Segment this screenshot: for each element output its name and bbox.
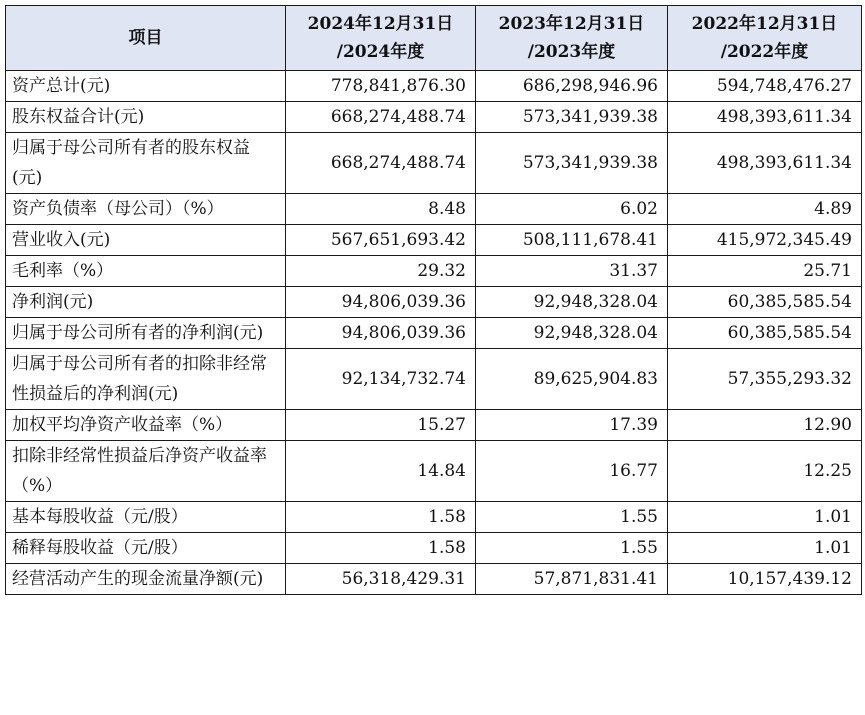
row-value: 415,972,345.49 (668, 225, 862, 256)
row-value: 686,298,946.96 (476, 71, 668, 102)
row-value: 594,748,476.27 (668, 71, 862, 102)
header-period: /2022年度 (720, 42, 809, 62)
table-row (6, 133, 862, 194)
header-year-2024 (286, 6, 476, 71)
row-value: 57,355,293.32 (668, 349, 862, 410)
row-value: 92,948,328.04 (476, 287, 668, 318)
row-value: 668,274,488.74 (286, 102, 476, 133)
table-row (6, 194, 862, 225)
row-label: 股东权益合计(元) (6, 102, 286, 133)
table-row (6, 441, 862, 502)
row-label: 基本每股收益（元/股） (6, 502, 286, 533)
table-row (6, 502, 862, 533)
row-label: 净利润(元) (6, 287, 286, 318)
table-row (6, 533, 862, 564)
row-label: 经营活动产生的现金流量净额(元) (6, 564, 286, 595)
table-row (6, 349, 862, 410)
row-value: 57,871,831.41 (476, 564, 668, 595)
row-value: 16.77 (476, 441, 668, 502)
row-value: 15.27 (286, 410, 476, 441)
row-value: 12.25 (668, 441, 862, 502)
row-label: 稀释每股收益（元/股） (6, 533, 286, 564)
row-value: 92,134,732.74 (286, 349, 476, 410)
row-label: 扣除非经常性损益后净资产收益率（%） (6, 441, 286, 502)
row-label: 营业收入(元) (6, 225, 286, 256)
row-value: 89,625,904.83 (476, 349, 668, 410)
table-header (6, 6, 862, 71)
table-row (6, 410, 862, 441)
row-value: 60,385,585.54 (668, 318, 862, 349)
row-label: 毛利率（%） (6, 256, 286, 287)
table-row (6, 256, 862, 287)
row-value: 94,806,039.36 (286, 318, 476, 349)
row-value: 1.01 (668, 502, 862, 533)
table-row (6, 287, 862, 318)
table-row (6, 71, 862, 102)
row-value: 498,393,611.34 (668, 133, 862, 194)
row-value: 1.55 (476, 502, 668, 533)
table-row (6, 102, 862, 133)
table-row (6, 564, 862, 595)
row-value: 1.01 (668, 533, 862, 564)
table-row (6, 225, 862, 256)
header-year-2022 (668, 6, 862, 71)
row-value: 4.89 (668, 194, 862, 225)
row-value: 1.58 (286, 533, 476, 564)
row-label: 加权平均净资产收益率（%） (6, 410, 286, 441)
row-label: 资产负债率（母公司）（%） (6, 194, 286, 225)
row-value: 498,393,611.34 (668, 102, 862, 133)
row-value: 668,274,488.74 (286, 133, 476, 194)
header-date: 2023年12月31日 (498, 14, 645, 34)
header-year-2023 (476, 6, 668, 71)
header-item: 项目 (6, 6, 286, 71)
financial-summary-table (5, 5, 862, 595)
table-row (6, 318, 862, 349)
row-value: 92,948,328.04 (476, 318, 668, 349)
row-value: 6.02 (476, 194, 668, 225)
row-value: 8.48 (286, 194, 476, 225)
row-value: 56,318,429.31 (286, 564, 476, 595)
row-value: 12.90 (668, 410, 862, 441)
row-value: 25.71 (668, 256, 862, 287)
row-value: 573,341,939.38 (476, 102, 668, 133)
row-value: 17.39 (476, 410, 668, 441)
row-label: 资产总计(元) (6, 71, 286, 102)
row-value: 60,385,585.54 (668, 287, 862, 318)
header-period: /2024年度 (336, 42, 425, 62)
row-value: 778,841,876.30 (286, 71, 476, 102)
row-label: 归属于母公司所有者的净利润(元) (6, 318, 286, 349)
header-date: 2022年12月31日 (691, 14, 838, 34)
row-value: 1.58 (286, 502, 476, 533)
header-period: /2023年度 (527, 42, 616, 62)
header-date: 2024年12月31日 (307, 14, 454, 34)
row-value: 1.55 (476, 533, 668, 564)
row-value: 14.84 (286, 441, 476, 502)
row-value: 94,806,039.36 (286, 287, 476, 318)
row-label: 归属于母公司所有者的股东权益(元) (6, 133, 286, 194)
header-row (6, 6, 862, 71)
row-value: 10,157,439.12 (668, 564, 862, 595)
row-value: 29.32 (286, 256, 476, 287)
table-body (6, 71, 862, 595)
row-value: 508,111,678.41 (476, 225, 668, 256)
row-value: 573,341,939.38 (476, 133, 668, 194)
row-value: 31.37 (476, 256, 668, 287)
row-label: 归属于母公司所有者的扣除非经常性损益后的净利润(元) (6, 349, 286, 410)
row-value: 567,651,693.42 (286, 225, 476, 256)
